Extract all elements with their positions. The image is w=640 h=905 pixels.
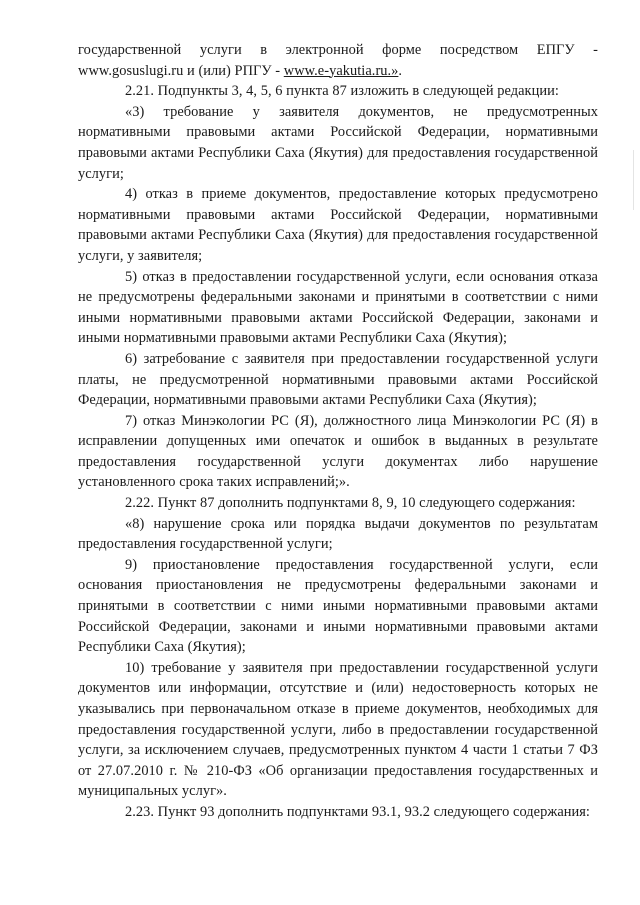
paragraph-text-end: . [398, 62, 403, 79]
paragraph-2-21: 2.21. Подпункты 3, 4, 5, 6 пункта 87 изложить в следующей редакции: [125, 83, 559, 100]
paragraph-2-22: 2.22. Пункт 87 дополнить подпунктами 8, 9, 10 следующего содержания: [125, 495, 576, 512]
subitem-10: 10) требование у заявителя при предоставлении государственной услуги документов или информации, отсутствие и (или) недостоверность которых не указывались при первоначальном отказе в приеме документов, необходимых для предоставления государственной услуги, либо в предоставлении государственной услуги, за исключением случаев, предусмотренных пунктом 4 части 1 статьи 7 ФЗ от 27.07.2010 г. № 210-ФЗ «Об организации предоставления государственных и муниципальных услуг». [78, 659, 598, 800]
subitem-4: 4) отказ в приеме документов, предоставление которых предусмотрено нормативными правовыми актами Российской Федерации, нормативными правовыми актами Республики Саха (Якутия) для предоставления государственной услуги, у заявителя; [78, 186, 598, 264]
link-e-yakutia[interactable]: www.e-yakutia.ru.» [283, 62, 399, 79]
paragraph-text: государственной услуги в электронной форме посредством ЕПГУ - www.gosuslugi.ru и (или) РПГУ - [78, 42, 598, 79]
subitem-6: 6) затребование с заявителя при предоставлении государственной услуги платы, не предусмотренной нормативными правовыми актами Российской Федерации, нормативными правовыми актами Республики Саха (Якутия); [78, 350, 598, 409]
subitem-7: 7) отказ Минэкологии РС (Я), должностного лица Минэкологии РС (Я) в исправлении допущенных ими опечаток и ошибок в выданных в результате предоставления государственной услуги документах либо нарушение установленного срока таких исправлений;». [78, 412, 598, 491]
document-body [78, 40, 598, 823]
subitem-3: «3) требование у заявителя документов, не предусмотренных нормативными правовыми актами Российской Федерации, нормативными правовыми актами Республики Саха (Якутия) для предоставления государственной услуги; [78, 103, 598, 182]
subitem-8: «8) нарушение срока или порядка выдачи документов по результатам предоставления государственной услуги; [78, 515, 598, 553]
subitem-5: 5) отказ в предоставлении государственной услуги, если основания отказа не предусмотрены федеральными законами и принятыми в соответствии с ними иными нормативными правовыми актами Российской Федерации, законами и иными нормативными правовыми актами Республики Саха (Якутия); [78, 268, 598, 347]
subitem-9: 9) приостановление предоставления государственной услуги, если основания приостановления не предусмотрены федеральными законами и принятыми в соответствии с ними иными нормативными правовыми актами Российской Федерации, законами и иными нормативными правовыми актами Республики Саха (Якутия); [78, 556, 598, 656]
paragraph-2-23: 2.23. Пункт 93 дополнить подпунктами 93.1, 93.2 следующего содержания: [125, 803, 590, 820]
paragraph-continuation [78, 40, 598, 81]
scan-edge-mark [633, 150, 634, 210]
